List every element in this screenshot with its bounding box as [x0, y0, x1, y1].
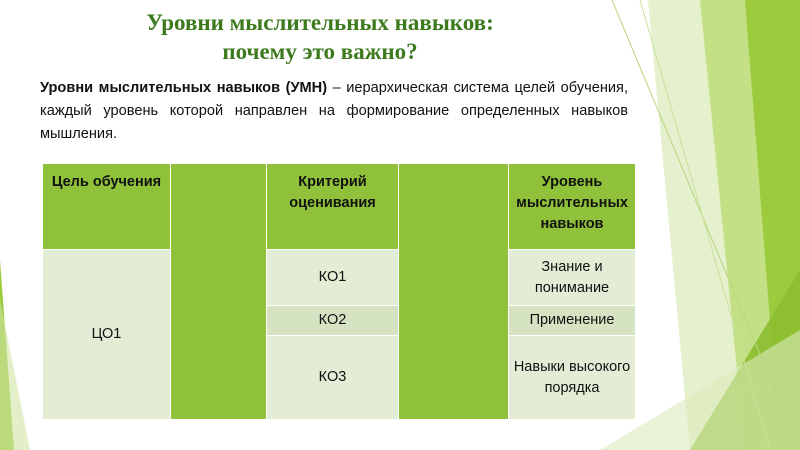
table-header-row — [43, 164, 636, 250]
intro-term: Уровни мыслительных навыков (УМН) — [40, 80, 328, 96]
intro-definition: – иерархическая система целей обучения, каждый уровень которой направлен на формирование определенных навыков мышления. — [40, 80, 628, 142]
slide-title-line-1: Уровни мыслительных навыков: — [146, 10, 494, 35]
header-level: Уровень мыслительных навыков — [509, 164, 636, 250]
level-cell: Применение — [509, 306, 636, 336]
header-goal: Цель обучения — [43, 164, 171, 250]
level-cell: Навыки высокого порядка — [509, 336, 636, 420]
criterion-cell: КО1 — [267, 250, 399, 306]
slide-title-line-2: почему это важно? — [222, 39, 418, 64]
header-criterion: Критерий оценивания — [267, 164, 399, 250]
slide-title — [60, 8, 580, 66]
goal-cell: ЦО1 — [43, 250, 171, 420]
criterion-cell: КО2 — [267, 306, 399, 336]
intro-paragraph — [40, 77, 628, 146]
table-row — [43, 250, 636, 306]
criterion-cell: КО3 — [267, 336, 399, 420]
skills-table — [42, 163, 636, 420]
empty-column-1 — [171, 164, 267, 420]
decor-triangle-left-light — [0, 300, 30, 450]
empty-column-2 — [399, 164, 509, 420]
level-cell: Знание и понимание — [509, 250, 636, 306]
